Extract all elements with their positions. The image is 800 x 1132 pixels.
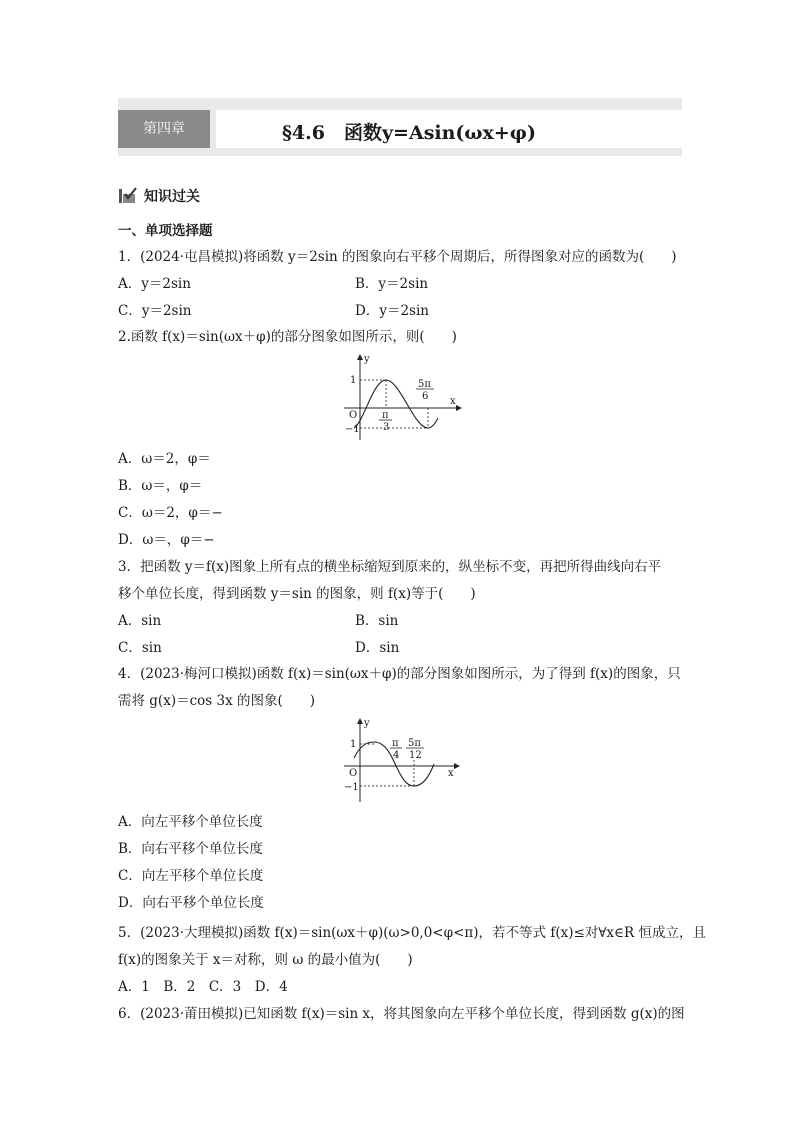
q2-option-c: C．ω＝2，φ＝− [118,505,223,521]
q3-option-b: B．sin [355,613,399,629]
q4-option-b: B．向右平移个单位长度 [118,841,263,857]
x-label: x [450,396,456,407]
mark2-num: 5π [418,379,431,390]
q4-option-c: C．向左平移个单位长度 [118,868,264,884]
origin-label: O [349,410,358,421]
q4-stem-line2: 需将 g(x)＝cos 3x 的图象( ) [118,693,316,709]
q1-option-d: D．y＝2sin [355,303,429,319]
y-label: y [364,718,370,729]
mark1-den: 3 [383,422,390,433]
x-axis-arrow [454,763,460,769]
mark1-den: 4 [393,750,400,761]
q5-stem-line2: f(x)的图象关于 x＝对称，则 ω 的最小值为( ) [118,952,413,968]
part-title: 一、单项选择题 [118,223,213,239]
chapter-tab: 第四章 [118,110,210,148]
mark1-num: π [382,410,389,421]
q1-option-c: C．y＝2sin [118,303,192,319]
q1-option-a: A．y＝2sin [118,276,191,292]
q3-option-d: D．sin [355,640,400,656]
one-label: 1 [350,739,357,750]
y-axis-arrow [357,718,363,724]
q2-stem: 2.函数 f(x)＝sin(ωx＋φ)的部分图象如图所示，则( ) [118,329,457,345]
neg-one-label: −1 [345,424,360,435]
y-label: y [364,354,370,365]
q2-graph [340,352,465,444]
q1-option-b: B．y＝2sin [355,276,429,292]
q4-stem-line1: 4．(2023·梅河口模拟)函数 f(x)＝sin(ωx＋φ)的部分图象如图所示，为了得到 f(x)的图象，只 [118,666,681,682]
page-title: §4.6 函数y=Asin(ωx+φ) [282,122,536,144]
one-label: 1 [350,375,357,386]
neg-one-label: −1 [344,782,359,793]
q3-option-a: A．sin [118,613,162,629]
q4-graph [340,716,465,806]
q3-stem-line1: 3．把函数 y＝f(x)图象上所有点的横坐标缩短到原来的，纵坐标不变，再把所得曲线向右平 [118,559,662,575]
q5-stem-line1: 5．(2023·大理模拟)函数 f(x)＝sin(ωx＋φ)(ω>0,0<φ<π)，若不等式 f(x)≤对∀x∈R 恒成立，且 [118,925,706,941]
mark1-num: π [392,738,399,749]
origin-label: O [349,768,358,779]
q5-options: A．1 B．2 C．3 D．4 [118,979,288,995]
q2-option-a: A．ω＝2，φ＝ [118,451,211,467]
checklist-icon [118,186,138,204]
q3-option-c: C．sin [118,640,162,656]
q3-stem-line2: 移个单位长度，得到函数 y＝sin 的图象，则 f(x)等于( ) [118,586,476,602]
q1-stem: 1．(2024·屯昌模拟)将函数 y＝2sin 的图象向右平移个周期后，所得图象对应的函数为( ) [118,249,677,265]
section-title: 知识过关 [144,189,200,205]
x-label: x [448,768,454,779]
q6-stem: 6．(2023·莆田模拟)已知函数 f(x)＝sin x，将其图象向左平移个单位长度，得到函数 g(x)的图 [118,1006,685,1022]
mark2-den: 12 [409,750,422,761]
q4-option-d: D．向右平移个单位长度 [118,895,264,911]
mark2-num: 5π [408,738,421,749]
q2-option-b: B．ω＝，φ＝ [118,478,203,494]
y-axis-arrow [357,354,363,360]
q4-option-a: A．向左平移个单位长度 [118,814,263,830]
q2-option-d: D．ω＝，φ＝− [118,532,215,548]
x-axis-arrow [456,405,462,411]
mark2-den: 6 [422,391,429,402]
